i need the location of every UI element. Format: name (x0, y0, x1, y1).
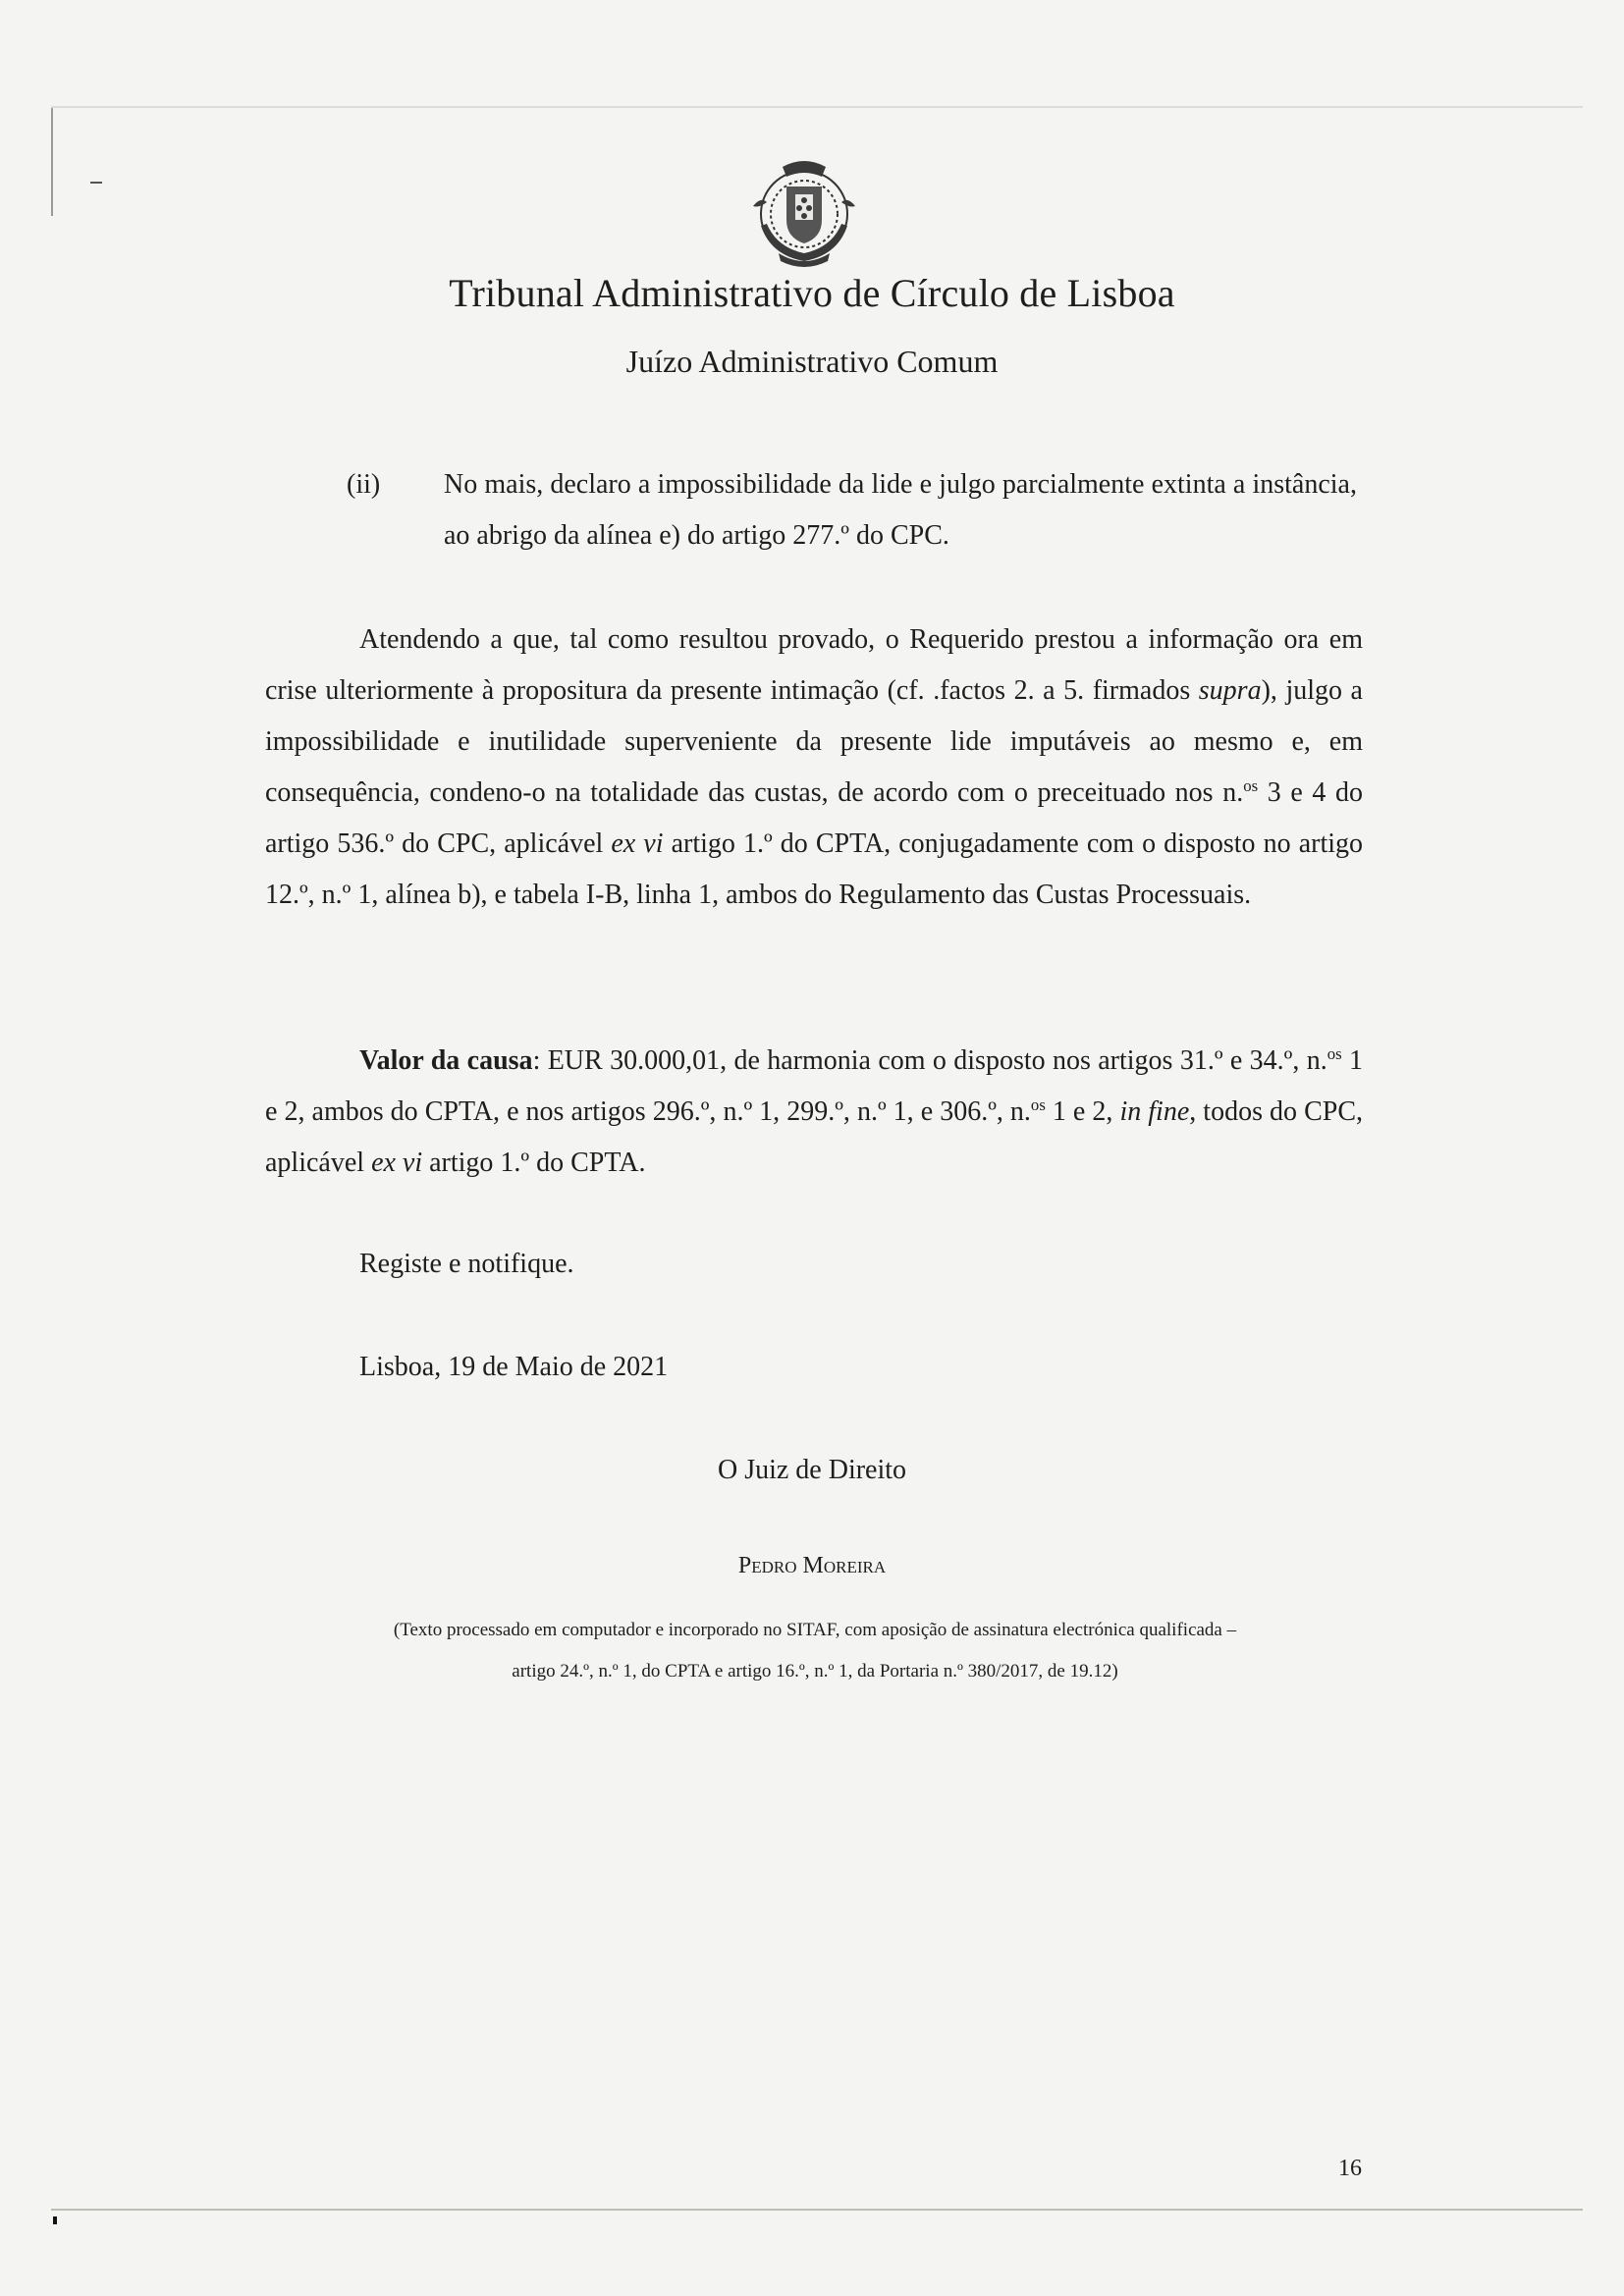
signature-note (275, 1610, 1355, 1692)
scan-mark (90, 182, 102, 184)
signature-note-line: artigo 24.º, n.º 1, do CPTA e artigo 16.º, n.º 1, da Portaria n.º 380/2017, de 19.12) (512, 1661, 1118, 1682)
list-item-number: (ii) (347, 469, 381, 500)
portuguese-coat-of-arms-icon (743, 157, 865, 273)
scan-mark (53, 2216, 57, 2224)
page-number: 16 (1338, 2156, 1362, 2181)
register-line: Registe e notifique. (359, 1249, 574, 1279)
case-value-paragraph: Valor da causa: EUR 30.000,01, de harmonia com o disposto nos artigos 31.º e 34.º, n.$^{os}$ 1 e 2, ambos do CPTA, e nos artigos 296.º, n.º 1, 299.º, n.º 1, e 306.º, n.$^{os}$ 1 e 2, in fine, todos do CPC, aplicável ex vi artigo 1.º do CPTA. (265, 1043, 1364, 1178)
date-line: Lisboa, 19 de Maio de 2021 (359, 1352, 669, 1382)
court-title: Tribunal Administrativo de Círculo de Lisboa (449, 271, 1175, 315)
list-item-text: No mais, declaro a impossibilidade da lide e julgo parcialmente extinta a instância, ao abrigo da alínea e) do artigo 277.º do CPC. (444, 469, 1357, 551)
court-division: Juízo Administrativo Comum (625, 344, 999, 379)
scan-edge-top (51, 106, 1583, 108)
costs-paragraph: Atendendo a que, tal como resultou provado, o Requerido prestou a informação ora em crise ulteriormente à propositura da presente intimação (cf. .factos 2. a 5. firmados supra), julgo a impossibilidade e inutilidade superveniente da presente lide imputáveis ao mesmo e, em consequência, condeno-o na totalidade das custas, de acordo com o preceituado nos n.$^{os}$ 3 e 4 do artigo 536.º do CPC, aplicável ex vi artigo 1.º do CPTA, conjugadamente com o disposto no artigo 12.º, n.º 1, alínea b), e tabela I-B, linha 1, ambos do Regulamento das Custas Processuais. (265, 624, 1364, 910)
scan-edge-left (51, 108, 53, 216)
judge-title: O Juiz de Direito (717, 1455, 907, 1485)
signature-note-line: (Texto processado em computador e incorporado no SITAF, com aposição de assinatura electrónica qualificada – (393, 1620, 1237, 1640)
scan-edge-bottom (51, 2209, 1583, 2211)
judge-name: Pedro Moreira (737, 1553, 887, 1578)
